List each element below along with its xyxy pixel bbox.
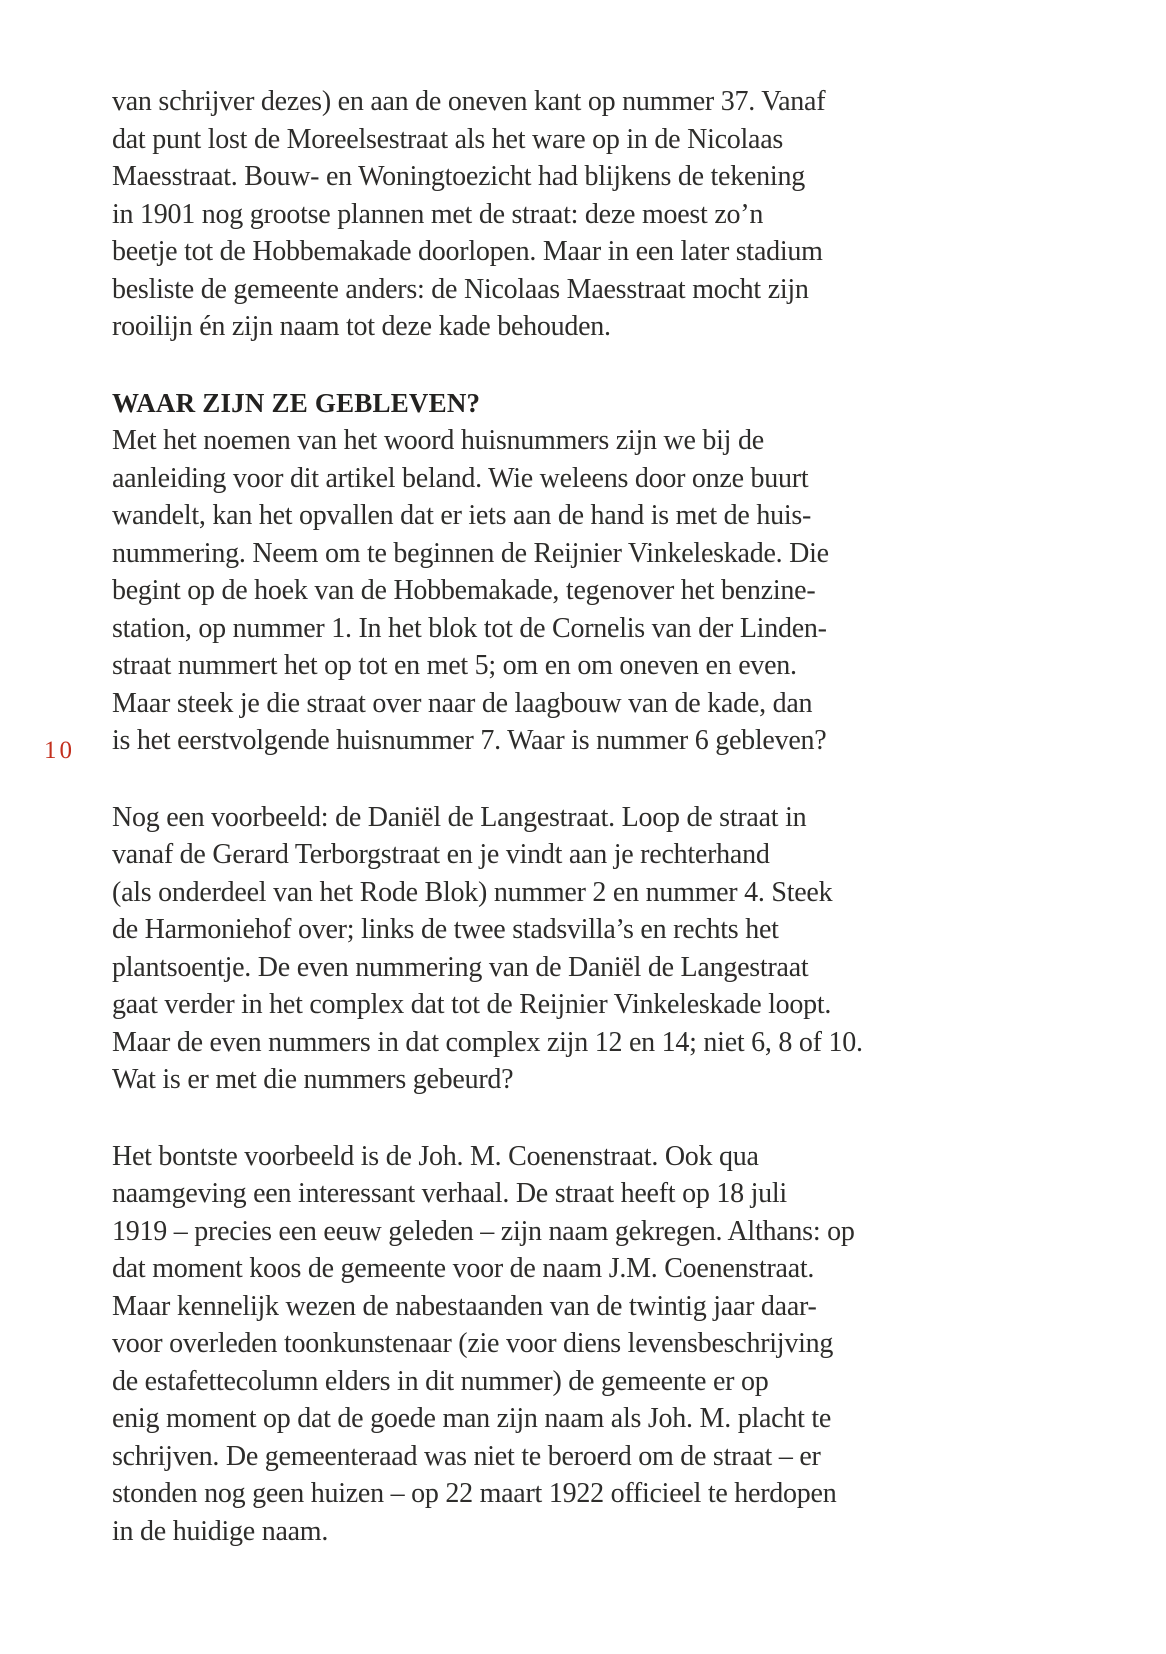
paragraph xyxy=(112,1138,952,1551)
text-line: beetje tot de Hobbemakade doorlopen. Maar in een later stadium xyxy=(112,236,823,267)
paragraph xyxy=(112,422,952,760)
text-line: wandelt, kan het opvallen dat er iets aan de hand is met de huis- xyxy=(112,500,812,531)
text-line: is het eerstvolgende huisnummer 7. Waar is nummer 6 gebleven? xyxy=(112,725,827,756)
text-line: (als onderdeel van het Rode Blok) nummer 2 en nummer 4. Steek xyxy=(112,876,833,908)
text-line: dat punt lost de Moreelsestraat als het ware op in de Nicolaas xyxy=(112,123,784,155)
text-line: straat nummert het op tot en met 5; om en om oneven en even. xyxy=(112,650,797,681)
text-line: enig moment op dat de goede man zijn naam als Joh. M. placht te xyxy=(112,1403,832,1434)
text-line: dat moment koos de gemeente voor de naam J.M. Coenenstraat. xyxy=(112,1253,815,1284)
text-line: in 1901 nog grootse plannen met de straat: deze moest zo’n xyxy=(112,198,764,230)
text-line: stonden nog geen huizen – op 22 maart 1922 officieel te herdopen xyxy=(112,1478,837,1509)
paragraph xyxy=(112,83,952,346)
page-number: 10 xyxy=(44,737,75,764)
text-line: de estafettecolumn elders in dit nummer) de gemeente er op xyxy=(112,1365,769,1397)
text-line: Maesstraat. Bouw- en Woningtoezicht had blijkens de tekening xyxy=(112,161,805,192)
text-line: gaat verder in het complex dat tot de Reijnier Vinkeleskade loopt. xyxy=(112,989,832,1020)
text-line: voor overleden toonkunstenaar (zie voor diens levensbeschrijving xyxy=(112,1328,834,1359)
text-line: rooilijn én zijn naam tot deze kade behouden. xyxy=(112,311,611,342)
text-line: naamgeving een interessant verhaal. De straat heeft op 18 juli xyxy=(112,1178,787,1209)
text-line: aanleiding voor dit artikel beland. Wie weleens door onze buurt xyxy=(112,462,809,494)
text-line: nummering. Neem om te beginnen de Reijnier Vinkeleskade. Die xyxy=(112,537,829,569)
text-line: begint op de hoek van de Hobbemakade, tegenover het benzine- xyxy=(112,575,816,606)
text-line: van schrijver dezes) en aan de oneven kant op nummer 37. Vanaf xyxy=(112,86,826,117)
text-line: plantsoentje. De even nummering van de Daniël de Langestraat xyxy=(112,951,809,983)
text-line: besliste de gemeente anders: de Nicolaas Maesstraat mocht zijn xyxy=(112,273,809,305)
text-column xyxy=(112,83,952,1550)
text-line: Nog een voorbeeld: de Daniël de Langestraat. Loop de straat in xyxy=(112,801,807,833)
text-line: Met het noemen van het woord huisnummers zijn we bij de xyxy=(112,425,764,456)
text-line: 1919 – precies een eeuw geleden – zijn naam gekregen. Althans: op xyxy=(112,1215,855,1247)
text-line: in de huidige naam. xyxy=(112,1515,329,1547)
text-line: Wat is er met die nummers gebeurd? xyxy=(112,1064,514,1095)
section-heading: WAAR ZIJN ZE GEBLEVEN? xyxy=(112,387,481,418)
text-line: Maar de even nummers in dat complex zijn 12 en 14; niet 6, 8 of 10. xyxy=(112,1026,863,1058)
text-line: de Harmoniehof over; links de twee stadsvilla’s en rechts het xyxy=(112,914,779,945)
text-line: Maar kennelijk wezen de nabestaanden van de twintig jaar daar- xyxy=(112,1290,817,1322)
text-line: Het bontste voorbeeld is de Joh. M. Coenenstraat. Ook qua xyxy=(112,1140,759,1172)
text-line: station, op nummer 1. In het blok tot de Cornelis van der Linden- xyxy=(112,612,827,644)
text-line: vanaf de Gerard Terborgstraat en je vindt aan je rechterhand xyxy=(112,839,770,870)
text-line: Maar steek je die straat over naar de laagbouw van de kade, dan xyxy=(112,687,813,719)
text-line: schrijven. De gemeenteraad was niet te beroerd om de straat – er xyxy=(112,1440,821,1472)
paragraph xyxy=(112,799,952,1099)
